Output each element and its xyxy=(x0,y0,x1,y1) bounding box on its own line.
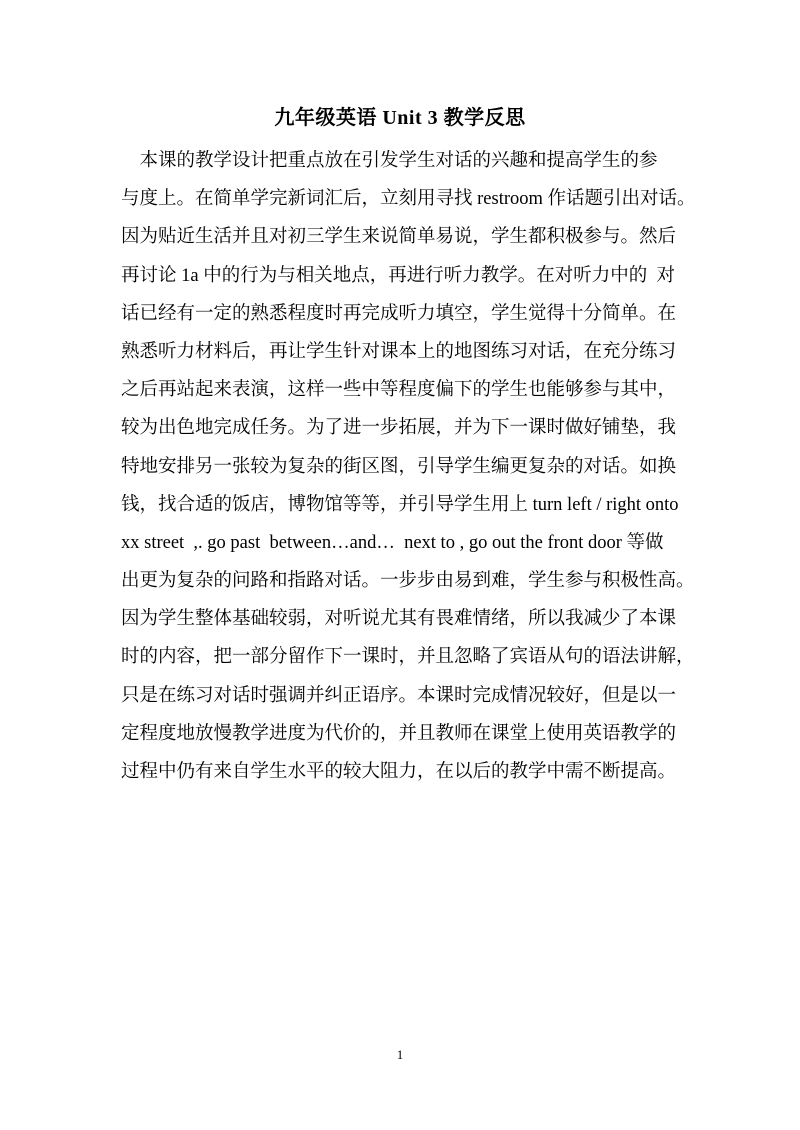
paragraph-line: 话已经有一定的熟悉程度时再完成听力填空，学生觉得十分简单。在 xyxy=(121,303,677,324)
paragraph-line: 因为贴近生活并且对初三学生来说简单易说，学生都积极参与。然后 xyxy=(121,227,677,248)
paragraph-line: xx street ,. go past between…and… next to , go out the front door 等做 xyxy=(121,532,664,553)
paragraph-line: 特地安排另一张较为复杂的街区图，引导学生编更复杂的对话。如换 xyxy=(121,456,677,477)
page-number: 1 xyxy=(396,1047,404,1062)
body-paragraph xyxy=(121,142,701,791)
page-title: 九年级英语 Unit 3 教学反思 xyxy=(274,107,526,129)
paragraph-line: 本课的教学设计把重点放在引发学生对话的兴趣和提高学生的参 xyxy=(121,151,658,171)
paragraph-line: 只是在练习对话时强调并纠正语序。本课时完成情况较好，但是以一 xyxy=(121,685,677,706)
paragraph-line: 定程度地放慢教学进度为代价的，并且教师在课堂上使用英语教学的 xyxy=(121,723,677,744)
paragraph-line: 时的内容，把一部分留作下一课时，并且忽略了宾语从句的语法讲解， xyxy=(121,647,695,668)
paragraph-line: 之后再站起来表演，这样一些中等程度偏下的学生也能够参与其中， xyxy=(121,380,677,401)
paragraph-line: 钱，找合适的饭店，博物馆等等，并引导学生用上 turn left / right onto xyxy=(121,494,679,515)
paragraph-line: 因为学生整体基础较弱，对听说尤其有畏难情绪，所以我减少了本课 xyxy=(121,609,677,630)
paragraph-line: 再讨论 1a 中的行为与相关地点，再进行听力教学。在对听力中的 对 xyxy=(121,265,675,286)
paragraph-line: 过程中仍有来自学生水平的较大阻力，在以后的教学中需不断提高。 xyxy=(121,762,677,782)
paragraph-line: 较为出色地完成任务。为了进一步拓展，并为下一课时做好铺垫，我 xyxy=(121,418,677,439)
paragraph-line: 与度上。在简单学完新词汇后，立刻用寻找 restroom 作话题引出对话。 xyxy=(121,189,696,210)
paragraph-line: 出更为复杂的问路和指路对话。一步步由易到难，学生参与积极性高。 xyxy=(121,571,695,592)
paragraph-line: 熟悉听力材料后，再让学生针对课本上的地图练习对话，在充分练习 xyxy=(121,341,677,362)
